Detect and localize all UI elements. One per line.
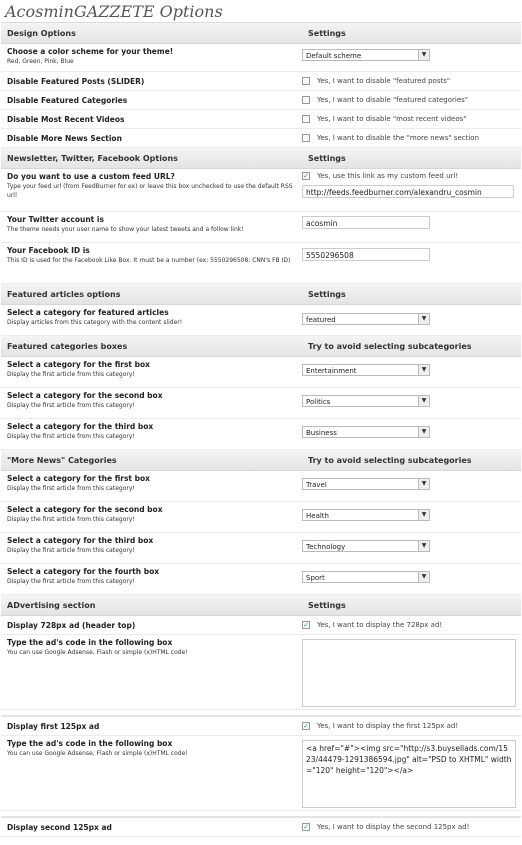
option-desc: Display articles from this category with the content slider! — [7, 319, 183, 326]
section-header-social — [1, 148, 521, 169]
option-row-featured-box-1 — [1, 357, 521, 388]
disable-categories-checkbox[interactable] — [302, 96, 521, 104]
color-scheme-select[interactable] — [302, 49, 430, 61]
option-desc: Display the first article from this category! — [7, 433, 135, 440]
ad-728-checkbox[interactable] — [302, 621, 521, 629]
option-label: Select a category for the fourth box — [7, 567, 160, 576]
option-label: Select a category for the first box — [7, 360, 150, 369]
page-title: AcosminGAZZETE Options — [5, 2, 223, 21]
disable-videos-checkbox[interactable] — [302, 115, 521, 123]
check-icon[interactable]: ✓ — [303, 172, 309, 180]
option-row-featured-category — [1, 305, 521, 336]
checkbox-label: Yes, I want to display the second 125px ad! — [317, 823, 470, 831]
section-settings-label: Settings — [308, 28, 346, 38]
chevron-down-icon: ▼ — [418, 365, 429, 375]
option-row-disable-news — [1, 129, 521, 148]
more-news-4-select[interactable] — [302, 571, 430, 583]
option-desc: Type your feed url (from FeedBurner for ex) or leave this box unchecked to use the default RSS url! — [7, 183, 293, 199]
option-row-custom-feed — [1, 169, 521, 212]
chevron-down-icon: ▼ — [418, 541, 429, 551]
select-value: Technology — [306, 543, 346, 551]
select-value: Health — [306, 512, 329, 520]
checkbox-label: Yes, I want to disable "featured categories" — [317, 96, 469, 104]
checkbox-icon[interactable] — [302, 96, 310, 104]
chevron-down-icon: ▼ — [418, 510, 429, 520]
option-desc: Display the first article from this category! — [7, 516, 135, 523]
section-title: Featured articles options — [7, 289, 121, 299]
section-header-more-news — [1, 450, 521, 471]
select-value: Travel — [306, 481, 327, 489]
section-header-advertising — [1, 595, 521, 616]
ad-728-code-textarea[interactable] — [302, 639, 516, 707]
select-value: Business — [306, 429, 337, 437]
chevron-down-icon: ▼ — [418, 427, 429, 437]
option-row-more-news-1 — [1, 471, 521, 502]
options-table — [1, 22, 521, 837]
option-label: Your Facebook ID is — [7, 246, 90, 255]
option-desc: Display the first article from this category! — [7, 402, 135, 409]
checkbox-label: Yes, use this link as my custom feed url! — [317, 172, 459, 180]
first-125-checkbox[interactable] — [302, 722, 521, 730]
first-125-code-textarea[interactable]: <a href="#"><img src="http://s3.buysellads.com/1523/44479-1291386594.jpg" alt="PSD to XHTML" width="120" height="120"></a> — [302, 740, 516, 808]
featured-box-3-select[interactable] — [302, 426, 430, 438]
chevron-down-icon: ▼ — [418, 396, 429, 406]
option-label: Disable Featured Categories — [7, 95, 128, 105]
select-value: featured — [306, 316, 336, 324]
option-row-more-news-2 — [1, 502, 521, 533]
option-row-first-125-code — [1, 736, 521, 811]
option-row-ad-728-code — [1, 635, 521, 710]
chevron-down-icon: ▼ — [418, 572, 429, 582]
twitter-input[interactable]: acosmin — [302, 216, 430, 229]
option-label: Select a category for featured articles — [7, 308, 169, 317]
option-desc: Display the first article from this category! — [7, 371, 135, 378]
checkbox-label: Yes, I want to disable the "more news" section — [317, 134, 480, 142]
option-row-first-125 — [1, 717, 521, 736]
option-label: Do you want to use a custom feed URL? — [7, 172, 175, 181]
option-label: Display second 125px ad — [7, 822, 112, 832]
option-label: Disable Featured Posts (SLIDER) — [7, 76, 145, 86]
select-value: Entertainment — [306, 367, 357, 375]
option-label: Display 728px ad (header top) — [7, 620, 136, 630]
featured-category-select[interactable] — [302, 313, 430, 325]
section-header-design — [1, 23, 521, 44]
check-icon[interactable]: ✓ — [303, 621, 309, 629]
option-label: Display first 125px ad — [7, 721, 100, 731]
checkbox-icon[interactable] — [302, 77, 310, 85]
option-row-disable-videos — [1, 110, 521, 129]
option-row-second-125 — [1, 818, 521, 837]
more-news-1-select[interactable] — [302, 478, 430, 490]
disable-news-checkbox[interactable] — [302, 134, 521, 142]
option-label: Select a category for the second box — [7, 505, 163, 514]
section-title: Newsletter, Twitter, Facebook Options — [7, 153, 178, 163]
chevron-down-icon: ▼ — [418, 314, 429, 324]
facebook-id-input[interactable]: 5550296508 — [302, 248, 430, 261]
option-row-featured-box-2 — [1, 388, 521, 419]
option-row-ad-728 — [1, 616, 521, 635]
option-label: Select a category for the first box — [7, 474, 150, 483]
option-desc: You can use Google Adsense, Flash or simple (x)HTML code! — [7, 750, 188, 757]
checkbox-icon[interactable] — [302, 134, 310, 142]
section-settings-label: Settings — [308, 153, 346, 163]
featured-box-2-select[interactable] — [302, 395, 430, 407]
checkbox-label: Yes, I want to disable "featured posts" — [317, 77, 451, 85]
select-value: Politics — [306, 398, 331, 406]
section-header-featured-articles — [1, 284, 521, 305]
more-news-2-select[interactable] — [302, 509, 430, 521]
select-value: Sport — [306, 574, 325, 582]
option-row-featured-box-3 — [1, 419, 521, 450]
section-header-featured-boxes — [1, 336, 521, 357]
option-label: Your Twitter account is — [7, 215, 104, 224]
option-label: Type the ad's code in the following box — [7, 739, 173, 748]
section-title: Featured categories boxes — [7, 341, 128, 351]
option-row-disable-categories — [1, 91, 521, 110]
check-icon[interactable]: ✓ — [303, 722, 309, 730]
checkbox-label: Yes, I want to display the first 125px ad! — [317, 722, 459, 730]
disable-slider-checkbox[interactable] — [302, 77, 521, 85]
option-row-color-scheme — [1, 44, 521, 72]
option-label: Select a category for the third box — [7, 536, 154, 545]
feed-url-input[interactable]: http://feeds.feedburner.com/alexandru_cosmin — [302, 185, 514, 198]
option-row-facebook — [1, 243, 521, 284]
option-row-twitter — [1, 212, 521, 243]
section-title: Design Options — [7, 28, 76, 38]
select-value: Default scheme — [306, 52, 362, 60]
option-label: Select a category for the third box — [7, 422, 154, 431]
option-label: Disable More News Section — [7, 133, 122, 143]
checkbox-label: Yes, I want to disable "most recent videos" — [317, 115, 467, 123]
option-desc: The theme needs your user name to show your latest tweets and a follow link! — [7, 226, 244, 233]
option-desc: This ID is used for the Facebook Like Box. It must be a number (ex: 5550296508: CNN's FB ID) — [7, 257, 291, 264]
option-label: Select a category for the second box — [7, 391, 163, 400]
section-title: "More News" Categories — [7, 455, 117, 465]
section-divider — [1, 710, 521, 717]
chevron-down-icon: ▼ — [418, 50, 429, 60]
section-settings-label: Settings — [308, 289, 346, 299]
section-settings-label: Try to avoid selecting subcategories — [308, 341, 472, 351]
option-label: Choose a color scheme for your theme! — [7, 47, 174, 56]
section-title: ADvertising section — [7, 600, 96, 610]
chevron-down-icon: ▼ — [418, 479, 429, 489]
option-desc: Red, Green, Pink, Blue — [7, 58, 74, 65]
more-news-3-select[interactable] — [302, 540, 430, 552]
option-row-more-news-3 — [1, 533, 521, 564]
checkbox-icon[interactable] — [302, 115, 310, 123]
section-divider — [1, 811, 521, 818]
option-desc: Display the first article from this category! — [7, 547, 135, 554]
option-row-disable-slider — [1, 72, 521, 91]
second-125-checkbox[interactable] — [302, 823, 521, 831]
section-settings-label: Settings — [308, 600, 346, 610]
option-desc: Display the first article from this category! — [7, 485, 135, 492]
section-settings-label: Try to avoid selecting subcategories — [308, 455, 472, 465]
check-icon[interactable]: ✓ — [303, 823, 309, 831]
option-row-more-news-4 — [1, 564, 521, 595]
checkbox-label: Yes, I want to display the 728px ad! — [317, 621, 443, 629]
featured-box-1-select[interactable] — [302, 364, 430, 376]
custom-feed-checkbox[interactable] — [302, 172, 521, 180]
option-desc: Display the first article from this category! — [7, 578, 135, 585]
option-label: Type the ad's code in the following box — [7, 638, 173, 647]
option-label: Disable Most Recent Videos — [7, 114, 125, 124]
option-desc: You can use Google Adsense, Flash or simple (x)HTML code! — [7, 649, 188, 656]
